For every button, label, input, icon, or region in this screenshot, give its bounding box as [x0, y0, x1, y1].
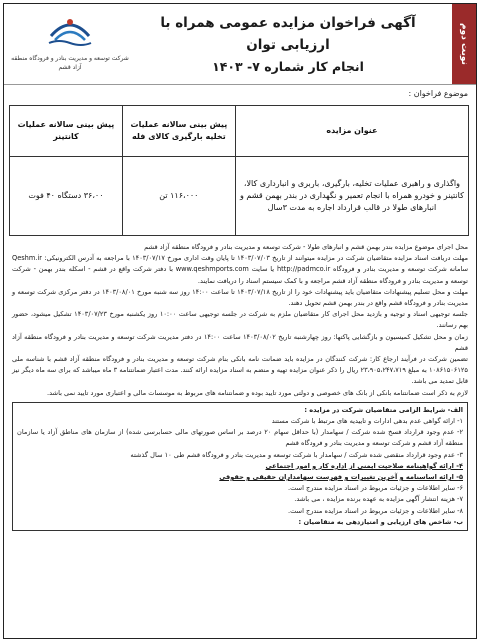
requirement-item: ۸- سایر اطلاعات و جزئیات مربوط در اسناد مزایده مندرج است. [287, 506, 463, 515]
paragraph-location: محل اجرای موضوع مزایده بندر بهمن قشم و انبارهای طولا - شرکت توسعه و مدیریت بنادر و فرودگاه منطقه آزاد قشم [144, 243, 468, 251]
header-title: عنوان مزایده [235, 106, 468, 157]
requirements-title: الف- شرایط الزامی متقاضیان شرکت در مزایده : [304, 405, 463, 414]
notice-body [12, 242, 468, 531]
subject-label: موضوع فراخوان : [408, 89, 468, 98]
header-capacity: پیش بینی سالانه عملیات تخلیه بارگیری کالای فله [122, 106, 235, 157]
requirement-item: ۴- ارائه گواهینامه صلاحیت ایمنی از اداره کار و امور اجتماعی [265, 461, 463, 470]
notice-number: انجام کار شماره ۷- ۱۴۰۳ [212, 59, 364, 74]
evaluation-title: ب- شاخص های ارزیابی و امتیازدهی به متقاضیان : [298, 517, 463, 526]
requirement-item: ۶- سایر اطلاعات و جزئیات مربوط در اسناد مزایده مندرج است. [287, 484, 463, 493]
paragraph-documents: مهلت دریافت اسناد مزایده متقاضیان شرکت در مزایده میتوانند از تاریخ ۱۴۰۳/۰۷/۰۳ تا پایان وقت اداری مورخ ۱۴۰۳/۰۷/۱۷ با مراجعه به آدرس الکترونیکی: Qeshm.ir سامانه شرکت توسعه و مدیریت بنادر و فرودگاه http://padmco.ir یا سایت www.qeshmports.com با دفتر شرکت واقع در قشم - اسکله بندر بهمن - شرکت توسعه و مدیریت بنادر و فرودگاه منطقه آزاد قشم مراجعه و با کمک سیستم اسناد را دریافت نمایند. [12, 254, 469, 285]
requirement-item: ۱- ارائه گواهی عدم بدهی ادارات و تاییدیه های مرتبط با شرکت مستند [271, 417, 463, 426]
requirement-item: ۳- عدم وجود قرارداد منقضی شده شرکت / سهامدار با شرکت توسعه و مدیریت بنادر و فرودگاه قشم طی ۱۰ سال گذشته [130, 450, 463, 459]
table-header-row [10, 106, 469, 157]
requirement-item: ۷- هزینه انتشار آگهی مزایده به عهده برنده مزایده ، می باشد. [294, 495, 463, 504]
cell-title: واگذاری و راهبری عملیات تخلیه، بارگیری، باربری و انبارداری کالا، کانتینر و خودرو همراه با انجام تعمیر و نگهداری در بندر بهمن قشم و انبارهای طولا در قالب قرارداد اجاره به مدت ۳سال [235, 157, 468, 236]
table-row [10, 157, 469, 236]
cell-capacity: ۱۱۶،۰۰۰ تن [122, 157, 235, 236]
port-logo-icon [47, 10, 93, 48]
round-badge [452, 4, 476, 84]
company-name: شرکت توسعه و مدیریت بنادر و فرودگاه منطقه آزاد قشم [11, 55, 129, 71]
paragraph-submission: مهلت و محل تسلیم پیشنهادات متقاضیان باید پیشنهادات خود را از تاریخ ۱۴۰۳/۰۷/۱۸ تا ساعت ۱۴:۰۰ روز سه شنبه مورخ ۱۴۰۳/۰۸/۰۱ در دفتر مرکزی شرکت توسعه و مدیریت بنادر و فرودگاه قشم واقع در بندر بهمن قشم تحویل دهند. [12, 287, 469, 308]
round-badge-label: نوبت دوم [459, 23, 469, 65]
header-container: پیش بینی سالانه عملیات کانتینر [10, 106, 123, 157]
paragraph-opening: زمان و محل تشکیل کمیسیون و بازگشایی پاکتها: روز چهارشنبه تاریخ ۱۴۰۳/۰۸/۰۲ ساعت ۱۴:۰۰ در دفتر مدیریت شرکت توسعه و مدیریت بنادر و فرودگاه منطقه آزاد قشم [12, 332, 468, 352]
notice-page [3, 3, 477, 639]
requirement-item: ۲- عدم وجود قرارداد فسخ شده شرکت / سهامدار (با حداقل سهام ۲۰ درصد بر اساس صورتهای مالی حسابرسی شده) از سازمان های مناطق آزاد یا سازمان منطقه آزاد قشم و شرکت توسعه و مدیریت بنادر و فرودگاه قشم [17, 428, 463, 448]
paragraph-guarantee: تضمین شرکت در فرآیند ارجاع کار: شرکت کنندگان در مزایده باید ضمانت نامه بانکی بنام شرکت توسعه و مدیریت بنادر و فرودگاه منطقه آزاد قشم با شناسه ملی ۱۰۸۶۱۵۰۶۱۲۵ به مبلغ ۲۳،۹۰۵،۲۴۷،۷۱۹ ریال را ذکر عنوان مزایده تهیه و منضم به اسناد مزایده ارائه کنند. مدت اعتبار ضمانتنامه ۳ ماه میباشد که برای سه ماه دیگر نیز قابل تمدید می باشد. [12, 355, 468, 386]
auction-table [9, 105, 469, 236]
notice-title: آگهی فراخوان مزایده عمومی همراه با ارزیابی توان [160, 15, 416, 53]
requirement-item: ۵- ارائه اساسنامه و آخرین تغییرات و فهرست سهامداران حقیقی و حقوقی [219, 473, 463, 482]
requirements-box [12, 402, 468, 531]
paragraph-bank-note: لازم به ذکر است ضمانتنامه بانکی از بانک های خصوصی و دولتی مورد تایید بوده و ضمانتنامه های مربوط به موسسات مالی و اعتباری مورد تایید نمی باشد. [47, 388, 468, 397]
title-block [138, 12, 438, 78]
company-logo [10, 10, 130, 72]
notice-header [4, 4, 476, 85]
paragraph-briefing: جلسه توجیهی اسناد و توجیه و بازدید محل اجرای کار متقاضیان ملزم به شرکت در جلسه توجیهی ساعت ۱۰:۰۰ روز یکشنبه مورخ ۱۴۰۳/۰۷/۲۳ تشکیل میشود، حضور بهم رسانند. [12, 310, 468, 330]
cell-container: ۳۶،۰۰ دستگاه ۴۰ فوت [10, 157, 123, 236]
